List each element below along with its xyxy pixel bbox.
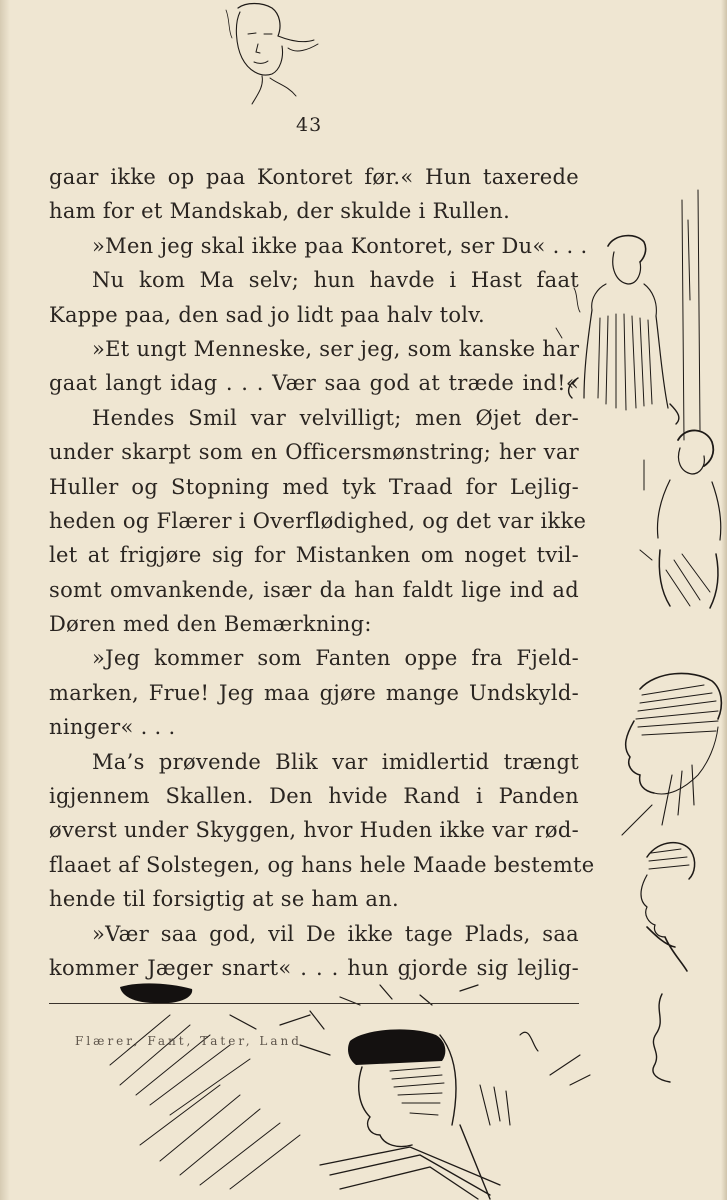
- text-line: heden og Flærer i Overflødighed, og det var ikke: [49, 508, 587, 533]
- text-line: ninger« . . .: [49, 715, 176, 740]
- text-line: Hendes Smil var velvilligt; men Øjet der-: [92, 405, 579, 430]
- page-number: 43: [296, 114, 323, 136]
- body-text: [49, 160, 595, 985]
- sketch-head-top: [218, 0, 328, 115]
- text-line: somt omvankende, især da han faldt lige ind ad: [49, 577, 579, 602]
- text-line: Huller og Stopning med tyk Traad for Lejlig-: [49, 474, 579, 499]
- sketch-man-with-cap: [80, 975, 610, 1200]
- text-line: marken, Frue! Jeg maa gjøre mange Undskyld-: [49, 680, 579, 705]
- text-line: Døren med den Bemærkning:: [49, 612, 372, 637]
- text-line: gaar ikke op paa Kontoret før.« Hun taxerede: [49, 165, 579, 189]
- text-line: under skarpt som en Officersmønstring; her var: [49, 440, 579, 465]
- text-line: »Vær saa god, vil De ikke tage Plads, saa: [92, 921, 579, 946]
- text-line: »Et ungt Menneske, ser jeg, som kanske har: [92, 336, 580, 361]
- text-line: Nu kom Ma selv; hun havde i Hast faat: [92, 268, 579, 293]
- text-line: let at frigjøre sig for Mistanken om noget tvil-: [49, 543, 579, 568]
- text-line: kommer Jæger snart« . . . hun gjorde sig lejlig-: [49, 955, 579, 980]
- text-line: Kappe paa, den sad jo lidt paa halv tolv.: [49, 302, 485, 327]
- sketch-margin-lines: [670, 180, 725, 460]
- footer-note: Flærer, Fant, Tater, Land: [75, 1034, 302, 1048]
- text-line: igjennem Skallen. Den hvide Rand i Panden: [49, 784, 579, 809]
- page-gutter-shadow: [0, 0, 10, 1200]
- text-line: flaaet af Solstegen, og hans hele Maade bestemte: [49, 852, 595, 877]
- sketch-figure-right: [630, 420, 727, 620]
- sketch-profile-head: [612, 665, 727, 840]
- text-line: »Men jeg skal ikke paa Kontoret, ser Du« . . .: [92, 233, 588, 258]
- text-line: ham for et Mandskab, der skulde i Rullen.: [49, 199, 511, 224]
- text-line: hende til forsigtig at se ham an.: [49, 887, 400, 912]
- text-line: gaat langt idag . . . Vær saa god at træde ind!«: [49, 371, 579, 396]
- text-line: »Jeg kommer som Fanten oppe fra Fjeld-: [92, 646, 579, 671]
- sketch-squiggle: [640, 990, 700, 1090]
- text-line: øverst under Skyggen, hvor Huden ikke var rød-: [49, 818, 579, 843]
- sketch-small-face: [625, 835, 725, 975]
- text-line: Ma’s prøvende Blik var imidlertid trængt: [92, 749, 579, 774]
- footnote-rule: [49, 1003, 579, 1004]
